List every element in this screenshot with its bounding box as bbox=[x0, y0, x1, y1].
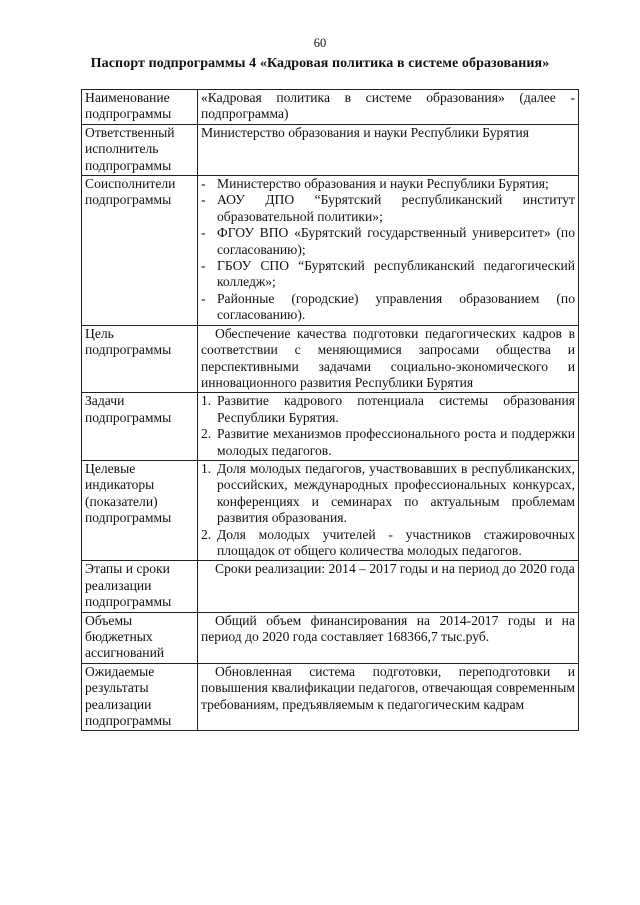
list-item bbox=[201, 258, 575, 291]
row-value-text: Общий объем финансирования на 2014-2017 годы и на период до 2020 года составляет 168366,7 тыс.руб. bbox=[201, 612, 575, 644]
row-value-text: Обновленная система подготовки, переподготовки и повышения квалификации педагогов, отвечающая современным требованиям, предъявляемым к педагогическим кадрам bbox=[201, 663, 575, 712]
table-row-indicators bbox=[82, 460, 579, 560]
list-item-text: Доля молодых учителей - участников стажировочных площадок от общего количества молодых педагогов. bbox=[217, 526, 575, 558]
list-item-text: ГБОУ СПО “Бурятский республиканский педагогический колледж»; bbox=[217, 258, 575, 290]
page-number: 60 bbox=[313, 36, 327, 50]
list-item-text: АОУ ДПО “Бурятский республиканский институт образовательной политики»; bbox=[217, 192, 575, 224]
row-value bbox=[198, 561, 579, 612]
table-row-results bbox=[82, 663, 579, 731]
indicators-list bbox=[201, 461, 575, 559]
list-item bbox=[201, 291, 575, 324]
list-marker: - bbox=[201, 290, 206, 306]
list-item-text: Развитие кадрового потенциала системы образования Республики Бурятия. bbox=[217, 393, 575, 425]
list-item-text: Районные (городские) управления образованием (по согласованию). bbox=[217, 290, 575, 323]
table-row-budget bbox=[82, 612, 579, 663]
list-marker: - bbox=[201, 225, 206, 241]
row-value bbox=[198, 325, 579, 393]
row-label: Цель подпрограммы bbox=[82, 325, 198, 393]
list-marker: - bbox=[201, 192, 206, 208]
list-marker: 2. bbox=[201, 426, 212, 442]
row-label: Соисполнители подпрограммы bbox=[82, 176, 198, 326]
tasks-list bbox=[201, 393, 575, 459]
table-row-goal bbox=[82, 325, 579, 393]
list-marker: 1. bbox=[201, 393, 212, 409]
row-value: «Кадровая политика в системе образования» (далее - подпрограмма) bbox=[198, 90, 579, 125]
list-marker: - bbox=[201, 258, 206, 274]
list-item bbox=[201, 527, 575, 560]
row-value bbox=[198, 393, 579, 461]
row-value: Министерство образования и науки Республики Бурятия bbox=[198, 124, 579, 175]
list-marker: 2. bbox=[201, 526, 212, 542]
table-row-name bbox=[82, 90, 579, 125]
row-label: Объемы бюджетных ассигнований bbox=[82, 612, 198, 663]
row-label: Ожидаемые результаты реализации подпрограммы bbox=[82, 663, 198, 731]
row-value-text: Обеспечение качества подготовки педагогических кадров в соответствии с меняющимися запросами общества и перспективными задачами социально-экономического и инновационного развития Республики Бурятия bbox=[201, 325, 575, 390]
list-item-text: ФГОУ ВПО «Бурятский государственный университет» (по согласованию); bbox=[217, 225, 575, 257]
row-value-text: Сроки реализации: 2014 – 2017 годы и на период до 2020 года bbox=[215, 561, 575, 577]
row-value bbox=[198, 612, 579, 663]
row-label: Задачи подпрограммы bbox=[82, 393, 198, 461]
row-label: Целевые индикаторы (показатели) подпрограммы bbox=[82, 460, 198, 560]
table-row-co-executors bbox=[82, 176, 579, 326]
list-item bbox=[201, 426, 575, 459]
list-item-text: Министерство образования и науки Республики Бурятия; bbox=[217, 176, 549, 192]
list-marker: 1. bbox=[201, 460, 212, 476]
row-value bbox=[198, 663, 579, 731]
row-label: Этапы и сроки реализации подпрограммы bbox=[82, 561, 198, 612]
row-label: Ответственный исполнитель подпрограммы bbox=[82, 124, 198, 175]
row-label: Наименование подпрограммы bbox=[82, 90, 198, 125]
co-executors-list bbox=[201, 176, 575, 324]
list-item bbox=[201, 461, 575, 527]
list-item bbox=[201, 225, 575, 258]
list-item-text: Доля молодых педагогов, участвовавших в республиканских, российских, международных профессиональных конкурсах, конференциях и семинарах по актуальным проблемам развития образования. bbox=[217, 460, 575, 526]
row-value bbox=[198, 176, 579, 326]
table-row-stages bbox=[82, 561, 579, 612]
list-marker: - bbox=[201, 176, 206, 192]
list-item bbox=[201, 393, 575, 426]
row-value bbox=[198, 460, 579, 560]
list-item bbox=[201, 192, 575, 225]
table-row-tasks bbox=[82, 393, 579, 461]
list-item bbox=[201, 176, 575, 192]
passport-table bbox=[81, 89, 579, 731]
table-row-responsible bbox=[82, 124, 579, 175]
list-item-text: Развитие механизмов профессионального роста и поддержки молодых педагогов. bbox=[217, 426, 575, 458]
document-title: Паспорт подпрограммы 4 «Кадровая политика в системе образования» bbox=[90, 56, 550, 71]
